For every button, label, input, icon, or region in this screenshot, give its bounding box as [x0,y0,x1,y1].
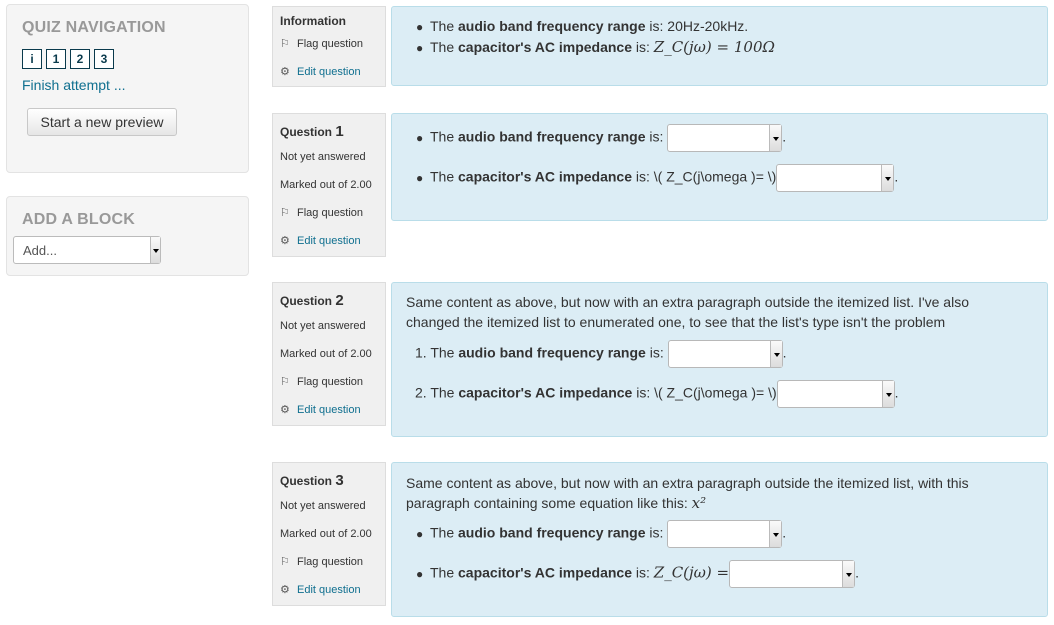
impedance-select[interactable] [729,560,855,588]
add-block-title: ADD A BLOCK [22,211,136,228]
question-3-paragraph: Same content as above, but now with an extra paragraph outside the itemized list, with this paragraph containing some equation like this: x² [406,475,969,512]
question-1-marked: Marked out of 2.00 [280,179,372,191]
flag-icon: ⚐ [280,376,290,388]
list-item: ● The audio band frequency range is: . [416,520,786,548]
edit-question-link[interactable]: ⚙ Edit question [280,66,361,78]
flag-icon: ⚐ [280,38,290,50]
flag-question-link[interactable]: ⚐ Flag question [280,38,364,50]
gear-icon: ⚙ [280,66,290,78]
quiz-nav-button-2[interactable]: 2 [70,49,90,69]
chevron-down-icon [882,381,894,407]
edit-question-link[interactable]: ⚙ Edit question [280,235,361,247]
list-item: 1. The audio band frequency range is: . [415,340,787,368]
frequency-range-select[interactable] [667,520,782,548]
quiz-navigation-title: QUIZ NAVIGATION [22,19,166,36]
chevron-down-icon [769,521,781,547]
flag-question-link[interactable]: ⚐ Flag question [280,207,364,219]
flag-icon: ⚐ [280,556,290,568]
frequency-range-select[interactable] [667,124,782,152]
quiz-nav-button-info[interactable]: i [22,49,42,69]
question-2-status: Not yet answered [280,320,366,332]
chevron-down-icon [769,125,781,151]
flag-question-link[interactable]: ⚐ Flag question [280,556,364,568]
chevron-down-icon [881,165,893,191]
gear-icon: ⚙ [280,584,290,596]
quiz-nav-buttons [22,49,118,69]
question-3-content [391,462,1048,617]
add-block-block [6,196,249,276]
impedance-equation: Z_C(jω) = 100Ω [653,38,775,56]
impedance-select[interactable] [776,164,894,192]
question-2-content [391,282,1048,437]
question-1-info-panel [272,113,386,257]
information-label: Information [280,14,346,28]
edit-question-link[interactable]: ⚙ Edit question [280,584,361,596]
quiz-nav-button-1[interactable]: 1 [46,49,66,69]
list-item: ● The audio band frequency range is: . [416,124,786,152]
question-1-status: Not yet answered [280,151,366,163]
list-item: 2. The capacitor's AC impedance is: \( Z_C(j\omega )= \) . [415,380,899,408]
chevron-down-icon [150,237,160,263]
information-info-panel [272,6,386,87]
edit-question-link[interactable]: ⚙ Edit question [280,404,361,416]
list-item: ● The capacitor's AC impedance is: Z_C(jω) = . [416,560,859,588]
question-3-marked: Marked out of 2.00 [280,528,372,540]
quiz-navigation-block [6,4,249,173]
question-1-content [391,113,1048,221]
add-block-select-value: Add... [23,243,57,258]
flag-question-link[interactable]: ⚐ Flag question [280,376,364,388]
chevron-down-icon [842,561,854,587]
finish-attempt-link[interactable]: Finish attempt ... [22,77,126,93]
question-2-title: Question 2 [280,292,344,309]
flag-icon: ⚐ [280,207,290,219]
question-1-title: Question 1 [280,123,344,140]
information-content [391,6,1048,86]
add-block-select[interactable] [13,236,161,264]
question-2-info-panel [272,282,386,426]
question-2-paragraph: Same content as above, but now with an extra paragraph outside the itemized list. I've also changed the itemized list to enumerated one, to see that the list's type isn't the problem [406,294,969,330]
question-3-status: Not yet answered [280,500,366,512]
gear-icon: ⚙ [280,235,290,247]
question-3-title: Question 3 [280,472,344,489]
question-2-marked: Marked out of 2.00 [280,348,372,360]
start-new-preview-button[interactable]: Start a new preview [27,108,177,136]
frequency-range-select[interactable] [668,340,783,368]
quiz-nav-button-3[interactable]: 3 [94,49,114,69]
list-item: ● The capacitor's AC impedance is: Z_C(jω) = 100Ω [416,38,775,56]
impedance-select[interactable] [777,380,895,408]
chevron-down-icon [770,341,782,367]
list-item: ● The audio band frequency range is: 20Hz-20kHz. [416,18,749,34]
paragraph-equation: x² [691,494,707,512]
gear-icon: ⚙ [280,404,290,416]
list-item: ● The capacitor's AC impedance is: \( Z_C(j\omega )= \) . [416,164,898,192]
impedance-equation: Z_C(jω) = [653,563,730,582]
question-3-info-panel [272,462,386,606]
